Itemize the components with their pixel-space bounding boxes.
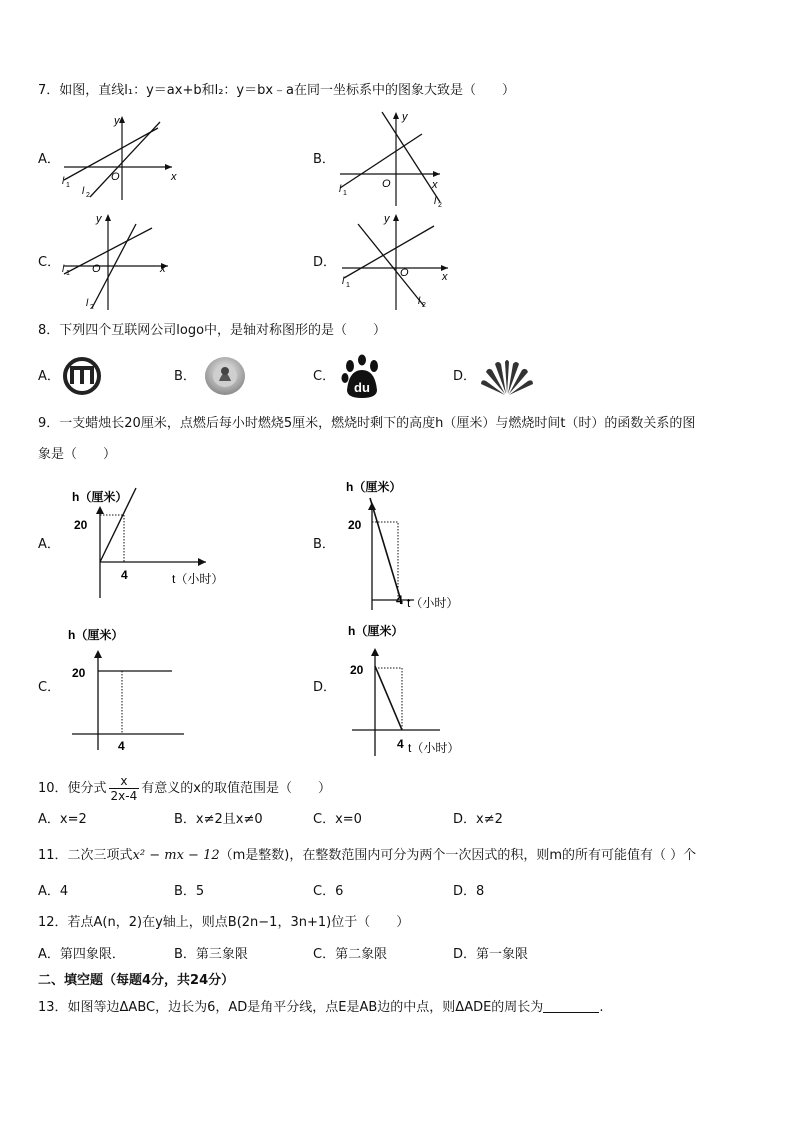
q7-stem: 7．如图，直线l₁：y＝ax+b和l₂：y＝bx﹣a在同一坐标系中的图象大致是（ ） — [38, 83, 516, 98]
q7a-l1: l — [62, 176, 65, 187]
q7-option-b-label: B． — [313, 152, 335, 167]
q8-logo-b — [203, 355, 247, 397]
q9-option-c-label: C． — [38, 680, 61, 695]
q7c-origin: O — [92, 263, 101, 275]
q9b-20: 20 — [348, 518, 362, 532]
q9b-h-label: h（厘米） — [346, 480, 402, 494]
q13-answer-blank[interactable] — [543, 998, 599, 1013]
q13-stem — [38, 998, 603, 1018]
q7b-l1-sub: 1 — [343, 190, 347, 197]
q9d-4: 4 — [397, 737, 404, 751]
q10-frac-den: 2x-4 — [110, 789, 138, 803]
q7c-l1: l — [62, 264, 65, 275]
q7b-l1: l — [339, 184, 342, 195]
q9c-h-label: h（厘米） — [68, 628, 124, 642]
q8-option-c-label: C． — [313, 369, 336, 384]
q9d-t-label: t（小时） — [408, 741, 460, 755]
q7-graph-b — [336, 108, 446, 208]
q9-stem-line2: 象是（ ） — [38, 447, 117, 462]
q10-option-c: C．x=0 — [313, 812, 362, 827]
q11-option-d: D．8 — [453, 884, 485, 899]
q12-option-d: D．第一象限 — [453, 947, 529, 962]
q7a-y: y — [114, 115, 120, 127]
q7-graph-a — [60, 112, 180, 202]
q7d-origin: O — [400, 267, 409, 279]
q7-option-c-label: C． — [38, 255, 61, 270]
q9a-t-label: t（小时） — [172, 572, 224, 586]
q9d-h-label: h（厘米） — [348, 624, 404, 638]
q13-end: . — [599, 1000, 604, 1015]
q10-fraction — [109, 774, 140, 803]
q13-text: 13．如图等边ΔABC，边长为6，AD是角平分线，点E是AB边的中点，则ΔADE的周长为 — [38, 1000, 544, 1015]
q9-graph-d — [342, 622, 470, 758]
q7-graph-c — [60, 210, 172, 314]
q8-logo-d — [478, 356, 536, 396]
q10-frac-num: x — [109, 774, 140, 789]
q9c-20: 20 — [72, 666, 86, 680]
q8-logo-c — [339, 354, 385, 400]
q12-option-b: B．第三象限 — [174, 947, 248, 962]
q12-option-c: C．第二象限 — [313, 947, 388, 962]
q11-option-a: A．4 — [38, 884, 69, 899]
q10-stem — [38, 772, 331, 806]
q7-graph-d — [338, 210, 452, 312]
q10-suffix: 有意义的x的取值范围是（ ） — [141, 781, 331, 796]
q11-prefix: 11．二次三项式 — [38, 848, 133, 863]
q9b-4: 4 — [396, 593, 403, 607]
q11-stem — [38, 846, 696, 866]
q9a-h-label: h（厘米） — [72, 490, 128, 504]
q7c-l1-sub: 1 — [66, 270, 70, 277]
q7d-y: y — [384, 213, 390, 225]
q11-mid: （m是整数)，在整数范围内可分为两个一次因式的积，则m的所有可能值有（ ）个 — [219, 848, 697, 863]
q8-stem: 8．下列四个互联网公司logo中，是轴对称图形的是（ ） — [38, 323, 387, 338]
q7c-y: y — [96, 213, 102, 225]
q7b-l2: l — [434, 196, 437, 207]
q8-option-b-label: B． — [174, 369, 196, 384]
q7a-l2: l — [82, 186, 85, 197]
q9-graph-b — [342, 476, 472, 612]
q9a-4: 4 — [121, 568, 128, 582]
q7b-origin: O — [382, 178, 391, 190]
q8-logo-c-text: du — [354, 380, 370, 395]
q11-option-c: C．6 — [313, 884, 344, 899]
q9-option-d-label: D． — [313, 680, 337, 695]
q9c-4: 4 — [118, 739, 125, 753]
q11-expr: x² − mx − 12 — [132, 848, 220, 863]
q8-option-a-label: A． — [38, 369, 60, 384]
q7a-origin: O — [111, 171, 120, 183]
q7c-x: x — [160, 263, 166, 275]
q7d-l2: l — [418, 296, 421, 307]
q7b-y: y — [402, 111, 408, 123]
q7c-l2-sub: 2 — [90, 304, 94, 311]
q11-option-b: B．5 — [174, 884, 205, 899]
q9-option-a-label: A． — [38, 537, 60, 552]
q7d-l2-sub: 2 — [422, 302, 426, 309]
q7c-l2: l — [86, 298, 89, 309]
q7a-x: x — [171, 171, 177, 183]
q7d-l1-sub: 1 — [346, 282, 350, 289]
q7d-x: x — [442, 271, 448, 283]
q10-option-b: B．x≠2且x≠0 — [174, 812, 263, 827]
q12-stem: 12．若点A(n，2)在y轴上，则点B(2n−1，3n+1)位于（ ） — [38, 915, 410, 930]
q9-graph-c — [66, 622, 196, 754]
q7d-l1: l — [342, 276, 345, 287]
q9-option-b-label: B． — [313, 537, 335, 552]
q12-option-a: A．第四象限． — [38, 947, 125, 962]
q7-option-a-label: A． — [38, 152, 60, 167]
q9d-20: 20 — [350, 663, 364, 677]
q7-option-d-label: D． — [313, 255, 337, 270]
q9b-t-label: t（小时） — [407, 596, 459, 610]
q7a-l2-sub: 2 — [86, 192, 90, 199]
q10-option-a: A．x=2 — [38, 812, 87, 827]
q7a-l1-sub: 1 — [66, 182, 70, 189]
q10-option-d: D．x≠2 — [453, 812, 503, 827]
q8-option-d-label: D． — [453, 369, 477, 384]
section2-heading: 二、填空题（每题4分，共24分） — [38, 973, 235, 988]
q7b-x: x — [432, 179, 438, 191]
q9-graph-a — [66, 480, 236, 604]
q10-prefix: 10．使分式 — [38, 781, 107, 796]
q7b-l2-sub: 2 — [438, 202, 442, 208]
q9-stem-line1: 9．一支蜡烛长20厘米，点燃后每小时燃烧5厘米，燃烧时剩下的高度h（厘米）与燃烧时间t（时）的函数关系的图 — [38, 416, 696, 431]
q8-logo-a — [62, 356, 102, 396]
q9a-20: 20 — [74, 518, 88, 532]
